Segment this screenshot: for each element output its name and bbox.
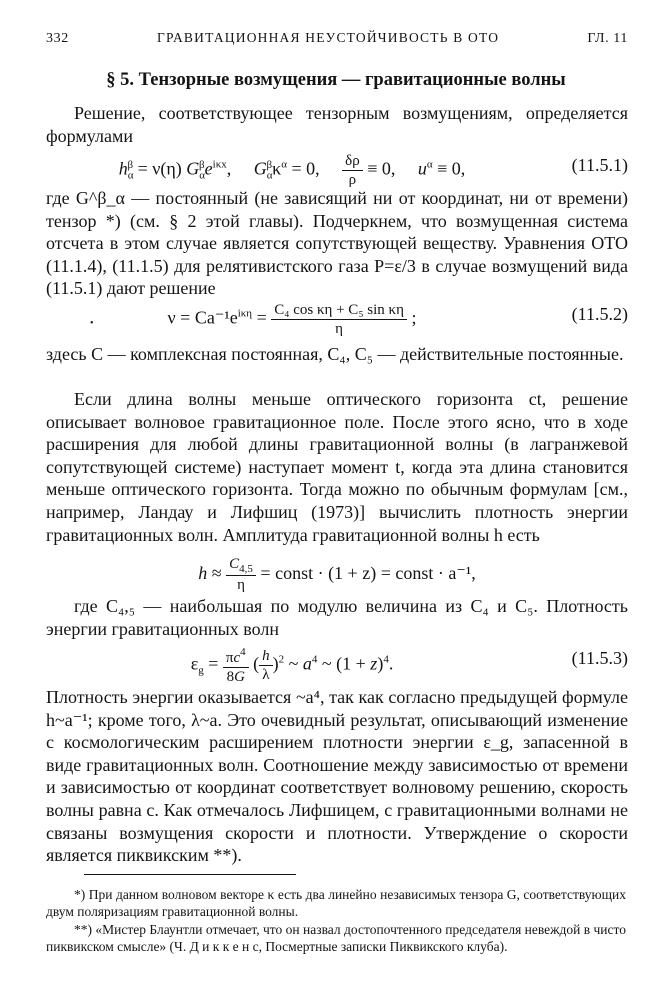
paragraph-2: где G^β_α — постоянный (не зависящий ни от координат, ни от времени) тензор *) (см. § 2 этой главы). Подчеркнем, что возмущенная система отсчета в этом случае является сопутствующей веществу. Уравнения ОТО (11.1.4), (11.1.5) для релятивистского газа P=ε/3 в случае возмущений вида (11.5.1) дают решение xyxy=(46,188,628,299)
equation-lhs: ν = Ca⁻¹e xyxy=(167,307,238,328)
equation-11-5-2 xyxy=(46,294,628,337)
paragraph-4: Если длина волны меньше оптического горизонта ct, решение описывает волновое гравитационное поле. После этого ясно, что в ходе расширения для любой длины гравитационной волны (в лагранжевой сопутствующей системе) наступает момент t, когда эта длина становится меньше оптического горизонта. Тогда можно по обычным формулам [см., например, Ландау и Лифшиц (1973)] вычислить плотность энергии гравитационных волн. Амплитуда гравитационной волны h есть xyxy=(46,389,628,545)
chapter-label: ГЛ. 11 xyxy=(587,31,628,46)
page-number: 332 xyxy=(46,31,69,46)
bullet-mark: • xyxy=(90,318,94,329)
equation-number: (11.5.3) xyxy=(571,648,628,668)
equation-body: $h_\alpha^\beta = \nu(\eta)$ $G_\alpha^\beta e^{i\kappa x}$, $G_\alpha^\beta\kappa^\alpha = 0$, $\frac{\delta\rho}{\rho}$ ≡ 0, $u^\alpha \equiv 0$, xyxy=(118,153,466,188)
equation-number: (11.5.2) xyxy=(571,304,628,324)
equation-number: (11.5.1) xyxy=(571,155,628,175)
equation-body: $\nu = Ca^{-1}e^{i\kappa\eta}$ = $\frac{\text{C₄ cos κη + C₅ sin κη}}{\eta}$ ; xyxy=(167,302,417,337)
equation-11-5-3 xyxy=(46,638,628,685)
section-title: § 5. Тензорные возмущения — гравитационные волны xyxy=(106,70,566,90)
paragraph-5: где C₄,₅ — наибольшая по модулю величина из C₄ и C₅. Плотность энергии гравитационных волн xyxy=(46,596,628,639)
paragraph-6: Плотность энергии оказывается ~a⁴, так как согласно предыдущей формуле h~a⁻¹; кроме того, λ~a. Это очевидный результат, описывающий изменение с космологическим расширением плотности энергии ε_g, запасенной в виде гравитационных волн. Соотношение между зависимостью от времени и зависимостью от координат соответствует волновому решению, скорость волны равна c. Как отмечалось Лифшицем, с гравитационными волнами не связаны возмущения скорости и плотности. Утверждение о скорости является пиквикским **). xyxy=(46,687,628,866)
footnote-rule xyxy=(84,874,296,875)
footnote-1: *) При данном волновом векторе κ есть два линейно независимых тензора G, соответствующих двум поляризациям гравитационной волны. xyxy=(46,887,626,919)
equation-rhs: = const · (1 + z) = const · a⁻¹, xyxy=(260,562,476,583)
paragraph-3: здесь C — комплексная постоянная, C₄, C₅ — действительные постоянные. xyxy=(46,344,624,364)
footnote-2: **) «Мистер Блаунтли отмечает, что он назвал достопочтенного председателя невеждой в чисто пиквикском смысле» (Ч. Д и к к е н с, Посмертные записки Пиквикского клуба). xyxy=(46,922,626,954)
page-header xyxy=(46,30,628,47)
equation-11-5-1 xyxy=(46,145,628,188)
fraction-numerator: C₄ cos κη + C₅ sin κη xyxy=(271,302,407,320)
paragraph-1: Решение, соответствующее тензорным возмущениям, определяется формулами xyxy=(46,103,628,146)
running-title: ГРАВИТАЦИОННАЯ НЕУСТОЙЧИВОСТЬ В ОТО xyxy=(157,30,500,45)
equation-amplitude xyxy=(46,548,628,594)
equation-fraction xyxy=(271,302,407,337)
equation-body: $\varepsilon_g$ = $\frac{\pi c^4}{8G}$ ( $\frac{h}{\lambda}$ )$^2$ ~ $a^4$ ~ $(1 + z)^4$. xyxy=(190,646,394,685)
fraction-denominator: η xyxy=(335,320,344,337)
equation-body: h ≈ $\frac{C_{4,5}}{\eta}$ = const · (1 + z) = const · a⁻¹, xyxy=(198,556,476,594)
